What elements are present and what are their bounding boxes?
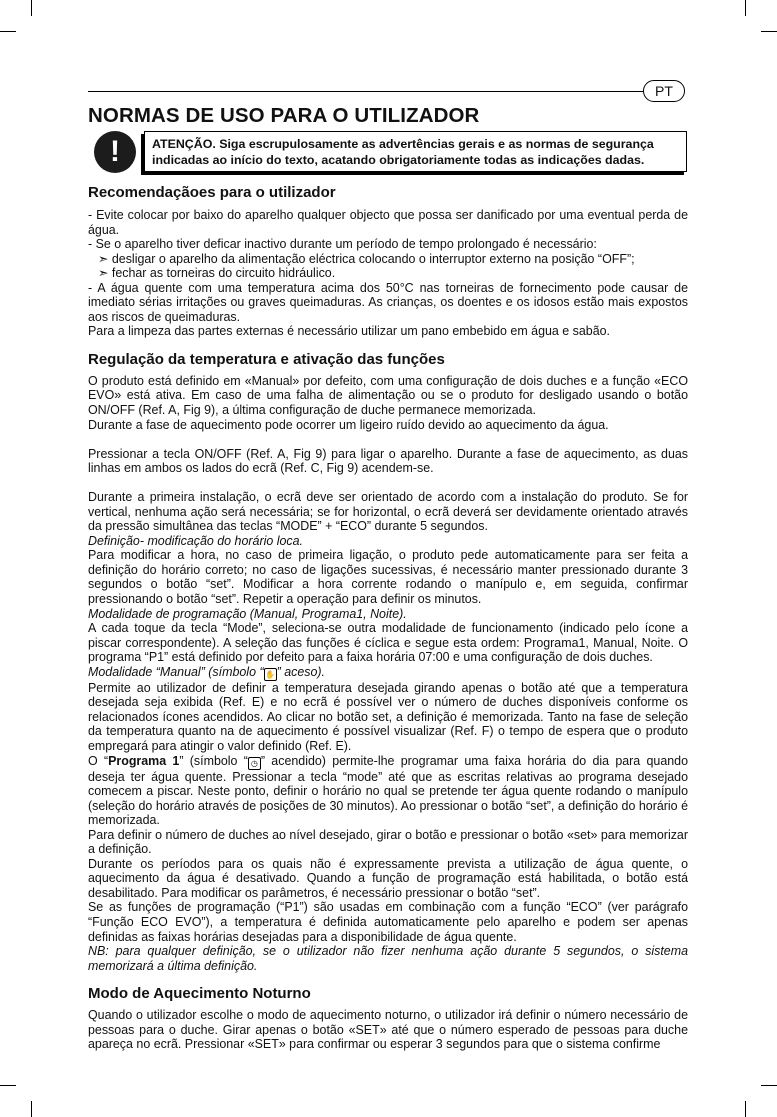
subheading-text: ” aceso). bbox=[276, 664, 325, 679]
page-title: NORMAS DE USO PARA O UTILIZADOR bbox=[88, 104, 480, 127]
section-title-night-mode: Modo de Aquecimento Noturno bbox=[88, 985, 311, 1003]
paragraph: - Se o aparelho tiver deficar inactivo durante um período de tempo prolongado é necessário: bbox=[88, 237, 597, 252]
paragraph: Para a limpeza das partes externas é necessário utilizar um pano embebido em água e sabão. bbox=[88, 324, 610, 339]
paragraph-text: O “ bbox=[88, 753, 109, 768]
list-item: ➣ desligar o aparelho da alimentação eléctrica colocando o interruptor externo na posição “OFF”; bbox=[98, 251, 635, 266]
note: NB: para qualquer definição, se o utilizador não fizer nenhuma ação durante 5 segundos, o sistema memorizará a última definição. bbox=[88, 944, 688, 973]
paragraph-text: ” acendido) permite-lhe programar uma faixa horária do dia para quando deseja ter água quente. Pressionar a tecla “mode” até que as escritas relativas ao programa desejado comecem a piscar. Neste ponto, definir o horário no qual se pretende ter água quente rodando o manípulo (seleção do horário através de posições de 30 minutos). Ao pressionar o botão “set”, a definição do horário é memorizada. bbox=[88, 753, 688, 828]
document-body bbox=[88, 184, 688, 1052]
paragraph: Durante os períodos para os quais não é expressamente prevista a utilização de água quente, o aquecimento da água é desativado. Quando a função de programação está habilitada, o botão está desabilitado. Para modificar os parâmetros, é necessário pressionar o botão “set”. bbox=[88, 856, 688, 900]
paragraph: - A água quente com uma temperatura acima dos 50°C nas torneiras de fornecimento pode causar de imediato sérias irritações ou graves queimaduras. As crianças, os doentes e os idosos estão mais expostos aos riscos de queimaduras. bbox=[88, 280, 688, 324]
manual-mode-icon: ✋ bbox=[265, 669, 276, 679]
crop-mark bbox=[31, 0, 32, 16]
paragraph: Quando o utilizador escolhe o modo de aquecimento noturno, o utilizador irá definir o número necessário de pessoas para o duche. Girar apenas o botão «SET» até que o número esperado de pessoas para duche apareça no ecrã. Pressionar «SET» para confirmar ou esperar 3 segundos para que o sistema confirme bbox=[88, 1008, 688, 1052]
paragraph: Para modificar a hora, no caso de primeira ligação, o produto pede automaticamente para ser feita a definição do horário correto; no caso de ligações sucessivas, é necessário manter pressionado durante 3 segundos o botão “set”. Modificar a hora corrente rodando o manípulo e, em seguida, confirmar pressionando o botão “set”. Repetir a operação para definir os minutos. bbox=[88, 548, 688, 607]
subheading: Modalidade de programação (Manual, Programa1, Noite). bbox=[88, 606, 407, 621]
clock-icon: ◷ bbox=[248, 757, 261, 770]
paragraph: A cada toque da tecla “Mode”, seleciona-se outra modalidade de funcionamento (indicado pelo ícone a piscar correspondente). A seleção das funções é cíclica e segue esta ordem: Programa1, Manual, Noite. O programa “P1” está definido por defeito para a faixa horária 07:00 e uma configuração de dois duches. bbox=[88, 621, 688, 665]
exclamation-icon: ! bbox=[94, 131, 136, 173]
subheading-text: Modalidade “Manual” (símbolo “ bbox=[88, 664, 264, 679]
crop-mark bbox=[0, 1085, 16, 1086]
crop-mark bbox=[761, 31, 777, 32]
paragraph: Permite ao utilizador de definir a temperatura desejada girando apenas o botão até que a temperatura desejada seja exibida (Ref. E) e no ecrã é possível ver o número de duches disponíveis conforme os relacionados ícones acendidos. Ao clicar no botão set, a definição é memorizada. Tanto na fase de seleção da temperatura quanto na de aquecimento é possível visualizar (Ref. F) o tempo de espera que o produto empregará para atingir o valor definido (Ref. E). bbox=[88, 680, 688, 753]
section-title-regulation: Regulação da temperatura e ativação das funções bbox=[88, 350, 445, 368]
language-badge: PT bbox=[643, 80, 685, 102]
crop-mark bbox=[745, 1101, 746, 1117]
subheading bbox=[88, 665, 688, 681]
paragraph: Para definir o número de duches ao nível desejado, girar o botão e pressionar o botão «set» para memorizar a definição. bbox=[88, 827, 688, 857]
crop-mark bbox=[31, 1101, 32, 1117]
list-item: ➣ fechar as torneiras do circuito hidráulico. bbox=[98, 266, 336, 281]
paragraph: Durante a fase de aquecimento pode ocorrer um ligeiro ruído devido ao aquecimento da água. bbox=[88, 417, 609, 432]
paragraph: O produto está definido em «Manual» por defeito, com uma configuração de dois duches e a função «ECO EVO» está ativa. Em caso de uma falha de alimentação ou se o produto for desligado usando o botão ON/OFF (Ref. A, Fig 9), a última configuração de duche permanece memorizada. bbox=[88, 373, 688, 418]
paragraph-text: ” (símbolo “ bbox=[179, 753, 248, 768]
program-1-label: Programa 1 bbox=[108, 753, 180, 768]
crop-mark bbox=[0, 31, 16, 32]
paragraph: - Evite colocar por baixo do aparelho qualquer objecto que possa ser danificado por uma eventual perda de água. bbox=[88, 208, 688, 237]
header-rule bbox=[88, 91, 644, 92]
paragraph: Pressionar a tecla ON/OFF (Ref. A, Fig 9) para ligar o aparelho. Durante a fase de aquecimento, as duas linhas em ambos os lados do ecrã (Ref. C, Fig 9) acendem-se. bbox=[88, 446, 688, 476]
paragraph: Se as funções de programação (“P1”) são usadas em combinação com a função “ECO” (ver parágrafo “Função ECO EVO”), a temperatura é definida automaticamente pelo aparelho e podem ser apenas definidas as faixas horárias desejadas para a disponibilidade de água quente. bbox=[88, 900, 688, 944]
section-title-recommendations: Recomendaçãoes para o utilizador bbox=[88, 184, 336, 201]
crop-mark bbox=[745, 0, 746, 16]
paragraph: Durante a primeira instalação, o ecrã deve ser orientado de acordo com a instalação do produto. Se for vertical, nenhuma ação será necessária; se for horizontal, o ecrã deverá ser devidamente orientado através da pressão simultânea das teclas “MODE” + “ECO” durante 5 segundos. bbox=[88, 490, 688, 534]
paragraph bbox=[88, 754, 688, 828]
subheading: Definição- modificação do horário loca. bbox=[88, 533, 304, 548]
crop-mark bbox=[761, 1085, 777, 1086]
warning-text: ATENÇÃO. Siga escrupulosamente as advertências gerais e as normas de segurança indicadas ao início do texto, acatando obrigatoriamente todas as indicações dadas. bbox=[152, 137, 654, 167]
